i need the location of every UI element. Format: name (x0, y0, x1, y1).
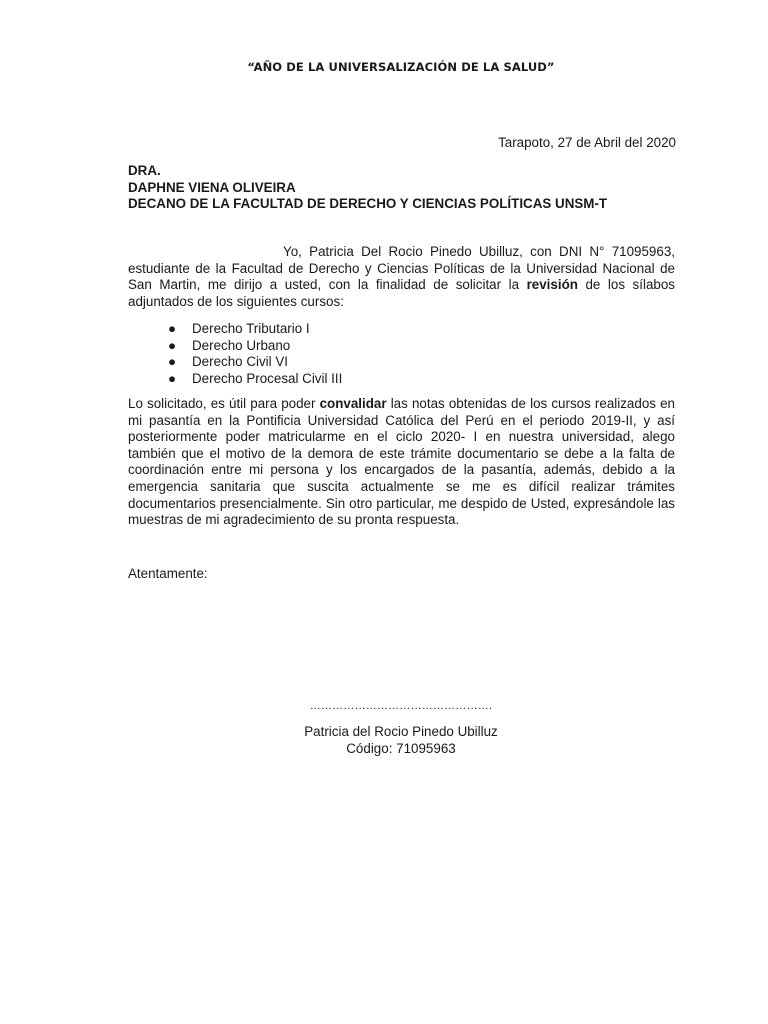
list-item (128, 321, 342, 338)
intro-paragraph (128, 244, 675, 310)
intro-bold-term: revisión (526, 277, 578, 293)
signature-block (0, 723, 768, 757)
course-list (128, 321, 342, 387)
list-item (128, 354, 342, 371)
intro-text-part2: de los sílabos adjuntados de los siguientes cursos: (128, 277, 675, 309)
letter-date: Tarapoto, 27 de Abril del 2020 (498, 135, 676, 150)
recipient-block (128, 163, 607, 213)
signer-name: Patricia del Rocio Pinedo Ubilluz (304, 724, 498, 739)
body-text-part1: Lo solicitado, es útil para poder (128, 396, 320, 411)
signer-code: Código: 71095963 (346, 741, 456, 756)
body-text-part2: las notas obtenidas de los cursos realizados en mi pasantía en la Pontificia Universidad Católica del Perú en el periodo 2019-II, y así posteriormente poder matricularme en el ciclo 2020- I en nuestra universidad, alego también que el motivo de la demora de este trámite documentario se debe a la falta de coordinación entre mi persona y los encargados de la pasantía, además, debido a la emergencia sanitaria que suscita actualmente se me es difícil realizar trámites documentarios presencialmente. Sin otro particular, me despido de Usted, expresándole las muestras de mi agradecimiento de su pronta respuesta. (128, 396, 675, 528)
body-paragraph (128, 396, 675, 529)
bullet-icon: ● (168, 354, 177, 370)
course-name: Derecho Civil VI (192, 354, 288, 370)
bullet-icon: ● (168, 337, 177, 353)
year-motto: “AÑO DE LA UNIVERSALIZACIÓN DE LA SALUD” (247, 60, 555, 74)
signature-line: …………………………………………. (309, 700, 493, 712)
bullet-icon: ● (168, 370, 177, 386)
recipient-name: DAPHNE VIENA OLIVEIRA (128, 179, 296, 195)
closing-salutation: Atentamente: (128, 566, 208, 581)
course-name: Derecho Tributario I (192, 321, 310, 336)
recipient-title: DRA. (128, 163, 161, 178)
list-item (128, 338, 342, 355)
course-name: Derecho Procesal Civil III (192, 370, 343, 386)
list-item (128, 371, 342, 388)
intro-text-part1: Yo, Patricia Del Rocio Pinedo Ubilluz, con DNI N° 71095963, estudiante de la Facultad de Derecho y Ciencias Políticas de la Universidad Nacional de San Martin, me dirijo a usted, con la finalidad de solicitar la (128, 244, 675, 293)
recipient-position: DECANO DE LA FACULTAD DE DERECHO Y CIENCIAS POLÍTICAS UNSM-T (128, 196, 608, 211)
bullet-icon: ● (168, 321, 177, 336)
body-bold-term: convalidar (319, 396, 387, 411)
course-name: Derecho Urbano (192, 337, 291, 353)
